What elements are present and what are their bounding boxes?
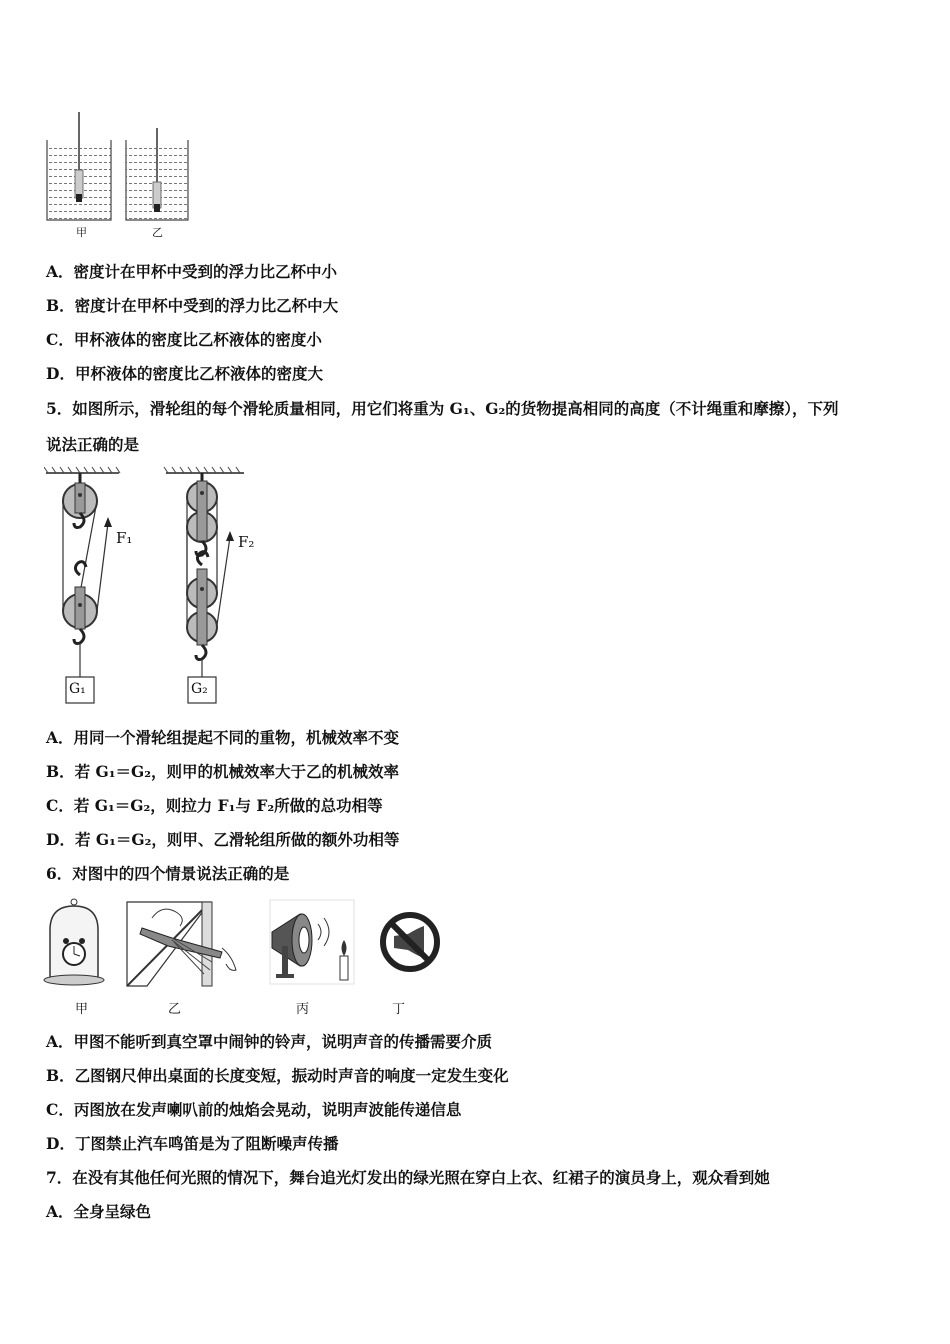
q6-label-ding: 丁: [392, 1002, 406, 1017]
q5-pulley-figure: [44, 465, 274, 710]
q5-stem-line1: 5．如图所示，滑轮组的每个滑轮质量相同，用它们将重为 G₁、G₂的货物提高相同的高度（不计绳重和摩擦），下列: [46, 399, 839, 418]
q7-stem: 7．在没有其他任何光照的情况下，舞台追光灯发出的绿光照在穿白上衣、红裙子的演员身上，观众看到她: [46, 1168, 770, 1187]
no-horn-sign: [383, 915, 437, 969]
q6-option-d: D．丁图禁止汽车鸣笛是为了阻断噪声传播: [46, 1134, 339, 1153]
q6-label-bing: 丙: [296, 1002, 310, 1017]
load-label-g2: G₂: [191, 681, 208, 697]
q4-figure: [44, 110, 194, 240]
force-label-f2: F₂: [238, 533, 255, 551]
q6-option-c: C．丙图放在发声喇叭前的烛焰会晃动，说明声波能传递信息: [46, 1100, 462, 1119]
load-label-g1: G₁: [69, 681, 86, 697]
bell-jar-clock: [44, 899, 104, 985]
beaker-jia: [47, 112, 111, 220]
q6-stem: 6．对图中的四个情景说法正确的是: [46, 864, 290, 883]
q4-option-d: D．甲杯液体的密度比乙杯液体的密度大: [46, 364, 323, 383]
q5-option-d: D．若 G₁＝G₂，则甲、乙滑轮组所做的额外功相等: [46, 830, 400, 849]
ceiling-right: [164, 467, 244, 473]
beaker-yi: [126, 128, 188, 220]
q7-option-a: A．全身呈绿色: [46, 1202, 152, 1221]
q5-option-b: B．若 G₁＝G₂，则甲的机械效率大于乙的机械效率: [46, 762, 400, 781]
q6-option-b: B．乙图钢尺伸出桌面的长度变短，振动时声音的响度一定发生变化: [46, 1066, 509, 1085]
q5-stem-line2: 说法正确的是: [46, 435, 140, 454]
pulley-system-right: [187, 473, 234, 703]
loudspeaker-candle: [270, 900, 354, 984]
q4-option-b: B．密度计在甲杯中受到的浮力比乙杯中大: [46, 296, 339, 315]
q6-label-jia: 甲: [75, 1002, 89, 1017]
q6-option-a: A．甲图不能听到真空罩中闹钟的铃声，说明声音的传播需要介质: [46, 1032, 493, 1051]
q6-label-yi: 乙: [168, 1002, 182, 1017]
ruler-on-table: [127, 902, 236, 986]
pulley-system-left: [63, 473, 112, 703]
q5-option-c: C．若 G₁＝G₂，则拉力 F₁与 F₂所做的总功相等: [46, 796, 383, 815]
q5-option-a: A．用同一个滑轮组提起不同的重物，机械效率不变: [46, 728, 400, 747]
q4-label-jia: 甲: [76, 226, 87, 239]
force-label-f1: F₁: [116, 529, 133, 547]
q4-label-yi: 乙: [152, 226, 163, 239]
q6-figure: [42, 898, 452, 1016]
q4-option-a: A．密度计在甲杯中受到的浮力比乙杯中小: [46, 262, 338, 281]
q4-option-c: C．甲杯液体的密度比乙杯液体的密度小: [46, 330, 322, 349]
ceiling-left: [44, 467, 120, 473]
